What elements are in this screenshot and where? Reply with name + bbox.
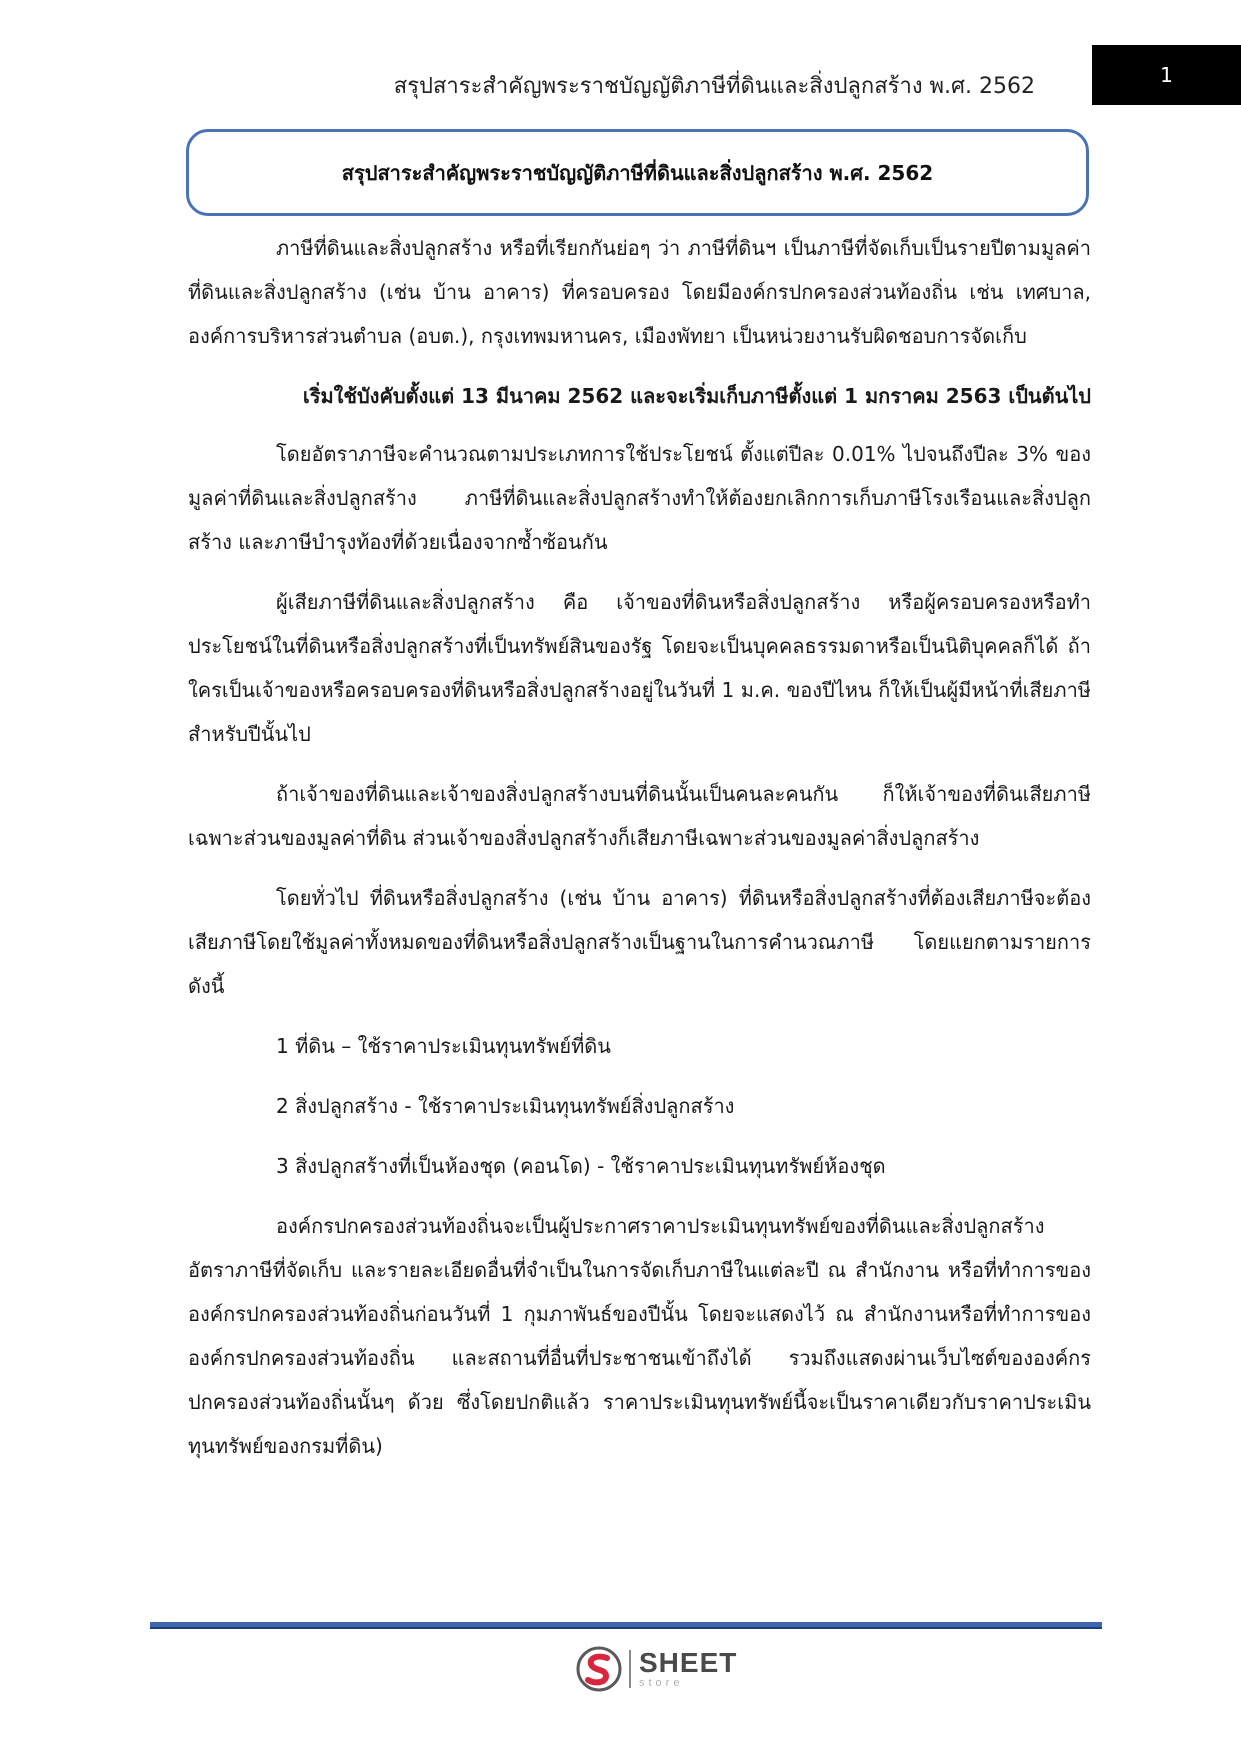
running-header-title: สรุปสาระสำคัญพระราชบัญญัติภาษีที่ดินและสิ่งปลูกสร้าง พ.ศ. 2562 [393,74,1035,99]
document-title-box [186,129,1089,216]
page-number-tab [1092,45,1241,105]
sheet-store-logo [575,1643,737,1695]
footer-divider [150,1622,1102,1629]
page-number: 1 [1160,63,1173,87]
paragraph-tax-base: โดยทั่วไป ที่ดินหรือสิ่งปลูกสร้าง (เช่น บ้าน อาคาร) ที่ดินหรือสิ่งปลูกสร้างที่ต้องเสียภาษีจะต้องเสียภาษีโดยใช้มูลค่าทั้งหมดของที่ดินหรือสิ่งปลูกสร้างเป็นฐานในการคำนวณภาษี โดยแยกตามรายการดังนี้ [188,886,1091,998]
sheet-store-logo-icon [575,1645,623,1693]
list-item: 1 ที่ดิน – ใช้ราคาประเมินทุนทรัพย์ที่ดิน [276,1034,611,1058]
logo-divider [629,1650,631,1688]
list-item: 3 สิ่งปลูกสร้างที่เป็นห้องชุด (คอนโด) - ใช้ราคาประเมินทุนทรัพย์ห้องชุด [276,1154,886,1178]
effective-date-heading: เริ่มใช้บังคับตั้งแต่ 13 มีนาคม 2562 และจะเริ่มเก็บภาษีตั้งแต่ 1 มกราคม 2563 เป็นต้นไป [302,384,1091,408]
logo-main-text: SHEET [639,1647,738,1678]
logo-sub-text: store [639,1677,684,1689]
paragraph-assessment-announcement: องค์กรปกครองส่วนท้องถิ่นจะเป็นผู้ประกาศราคาประเมินทุนทรัพย์ของที่ดินและสิ่งปลูกสร้าง อัตราภาษีที่จัดเก็บ และรายละเอียดอื่นที่จำเป็นในการจัดเก็บภาษีในแต่ละปี ณ สำนักงาน หรือที่ทำการขององค์กรปกครองส่วนท้องถิ่นก่อนวันที่ 1 กุมภาพันธ์ของปีนั้น โดยจะแสดงไว้ ณ สำนักงานหรือที่ทำการขององค์กรปกครองส่วนท้องถิ่น และสถานที่อื่นที่ประชาชนเข้าถึงได้ รวมถึงแสดงผ่านเว็บไซต์ขององค์กรปกครองส่วนท้องถิ่นนั้นๆ ด้วย ซึ่งโดยปกติแล้ว ราคาประเมินทุนทรัพย์นี้จะเป็นราคาเดียวกับราคาประเมินทุนทรัพย์ของกรมที่ดิน) [188,1214,1091,1458]
paragraph-tax-rate: โดยอัตราภาษีจะคำนวณตามประเภทการใช้ประโยชน์ ตั้งแต่ปีละ 0.01% ไปจนถึงปีละ 3% ของมูลค่าที่ดินและสิ่งปลูกสร้าง ภาษีที่ดินและสิ่งปลูกสร้างทำให้ต้องยกเลิกการเก็บภาษีโรงเรือนและสิ่งปลูกสร้าง และภาษีบำรุงท้องที่ด้วยเนื่องจากซ้ำซ้อนกัน [188,442,1091,554]
logo-wordmark [639,1649,737,1689]
paragraph-intro: ภาษีที่ดินและสิ่งปลูกสร้าง หรือที่เรียกกันย่อๆ ว่า ภาษีที่ดินฯ เป็นภาษีที่จัดเก็บเป็นรายปีตามมูลค่าที่ดินและสิ่งปลูกสร้าง (เช่น บ้าน อาคาร) ที่ครอบครอง โดยมีองค์กรปกครองส่วนท้องถิ่น เช่น เทศบาล, องค์การบริหารส่วนตำบล (อบต.), กรุงเทพมหานคร, เมืองพัทยา เป็นหน่วยงานรับผิดชอบการจัดเก็บ [188,236,1091,348]
list-item: 2 สิ่งปลูกสร้าง - ใช้ราคาประเมินทุนทรัพย์สิ่งปลูกสร้าง [276,1094,735,1118]
paragraph-separate-owners: ถ้าเจ้าของที่ดินและเจ้าของสิ่งปลูกสร้างบนที่ดินนั้นเป็นคนละคนกัน ก็ให้เจ้าของที่ดินเสียภาษีเฉพาะส่วนของมูลค่าที่ดิน ส่วนเจ้าของสิ่งปลูกสร้างก็เสียภาษีเฉพาะส่วนของมูลค่าสิ่งปลูกสร้าง [188,782,1091,850]
document-body [188,226,1091,1484]
paragraph-taxpayer: ผู้เสียภาษีที่ดินและสิ่งปลูกสร้าง คือ เจ้าของที่ดินหรือสิ่งปลูกสร้าง หรือผู้ครอบครองหรือทำประโยชน์ในที่ดินหรือสิ่งปลูกสร้างที่เป็นทรัพย์สินของรัฐ โดยจะเป็นบุคคลธรรมดาหรือเป็นนิติบุคคลก็ได้ ถ้าใครเป็นเจ้าของหรือครอบครองที่ดินหรือสิ่งปลูกสร้างอยู่ในวันที่ 1 ม.ค. ของปีไหน ก็ให้เป็นผู้มีหน้าที่เสียภาษีสำหรับปีนั้นไป [188,590,1091,746]
document-title: สรุปสาระสำคัญพระราชบัญญัติภาษีที่ดินและสิ่งปลูกสร้าง พ.ศ. 2562 [341,160,934,185]
